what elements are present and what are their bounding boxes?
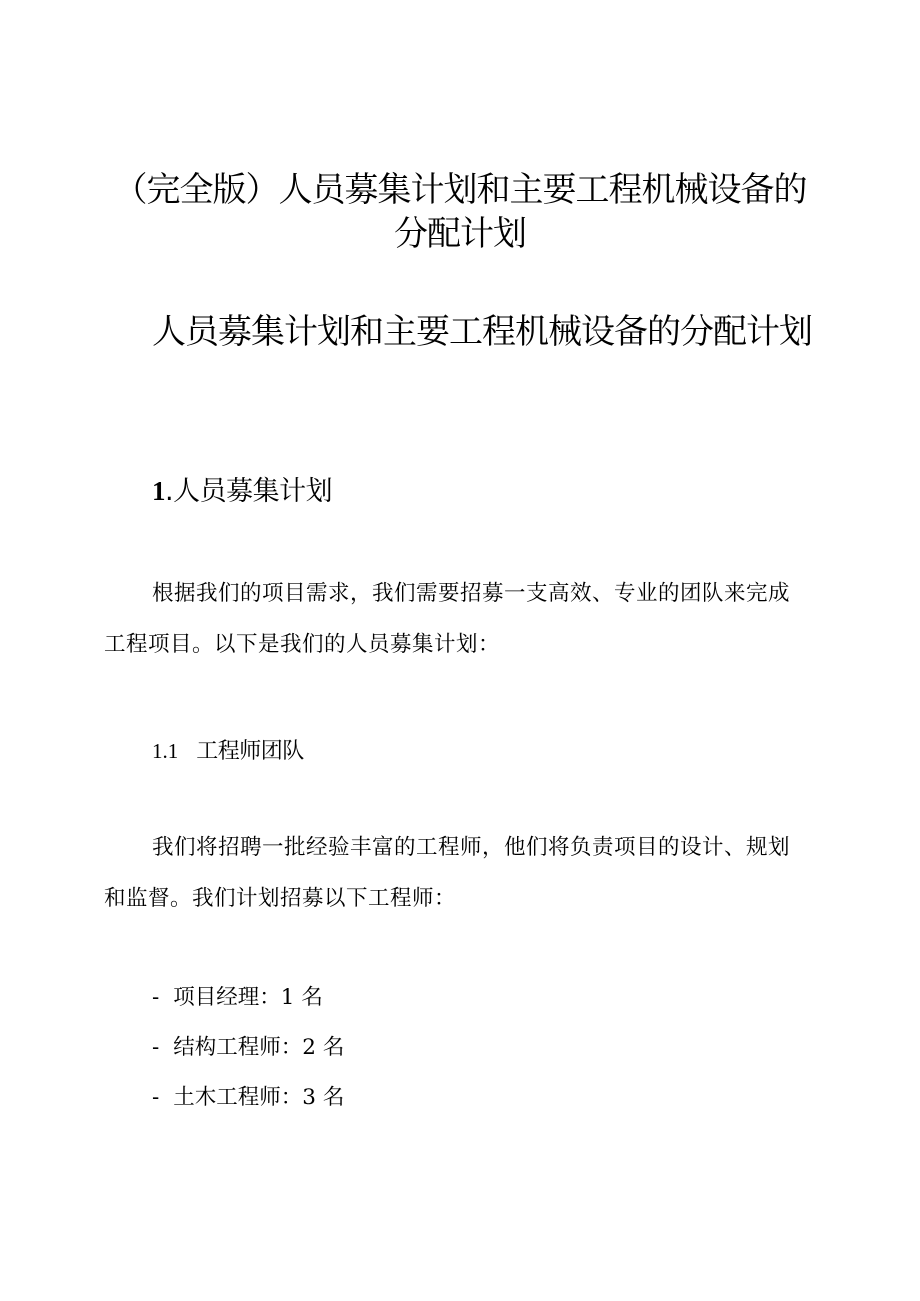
list-role: 项目经理： xyxy=(173,985,281,1010)
document-title: （完全版）人员募集计划和主要工程机械设备的分配计划 xyxy=(113,170,807,254)
list-unit: 名 xyxy=(322,1035,345,1060)
section-1-intro-paragraph: 根据我们的项目需求，我们需要招募一支高效、专业的团队来完成工程项目。以下是我们的人员募集计划： xyxy=(104,581,791,657)
list-unit: 名 xyxy=(301,985,323,1010)
list-count: 3 xyxy=(302,1085,316,1110)
list-role: 结构工程师： xyxy=(173,1035,303,1060)
section-1-number: 1 xyxy=(152,476,165,506)
list-bullet: - xyxy=(152,985,160,1010)
section-1-1-number: 1.1 xyxy=(152,739,179,763)
main-heading: 人员募集计划和主要工程机械设备的分配计划 xyxy=(152,312,812,352)
list-item xyxy=(152,1033,344,1063)
section-1-heading xyxy=(152,474,332,509)
list-bullet: - xyxy=(152,1085,160,1110)
list-role: 土木工程师： xyxy=(173,1085,303,1110)
list-count: 1 xyxy=(280,985,295,1010)
list-bullet: - xyxy=(152,1035,160,1060)
list-unit: 名 xyxy=(322,1085,345,1110)
list-item xyxy=(152,1083,344,1113)
section-1-1-intro-paragraph: 我们将招聘一批经验丰富的工程师，他们将负责项目的设计、规划和监督。我们计划招募以下工程师： xyxy=(104,835,791,911)
list-count: 2 xyxy=(302,1035,316,1060)
section-1-1-heading xyxy=(152,736,304,767)
section-1-title: .人员募集计划 xyxy=(165,476,333,507)
list-item xyxy=(152,983,323,1013)
section-1-1-title: 工程师团队 xyxy=(196,739,304,764)
